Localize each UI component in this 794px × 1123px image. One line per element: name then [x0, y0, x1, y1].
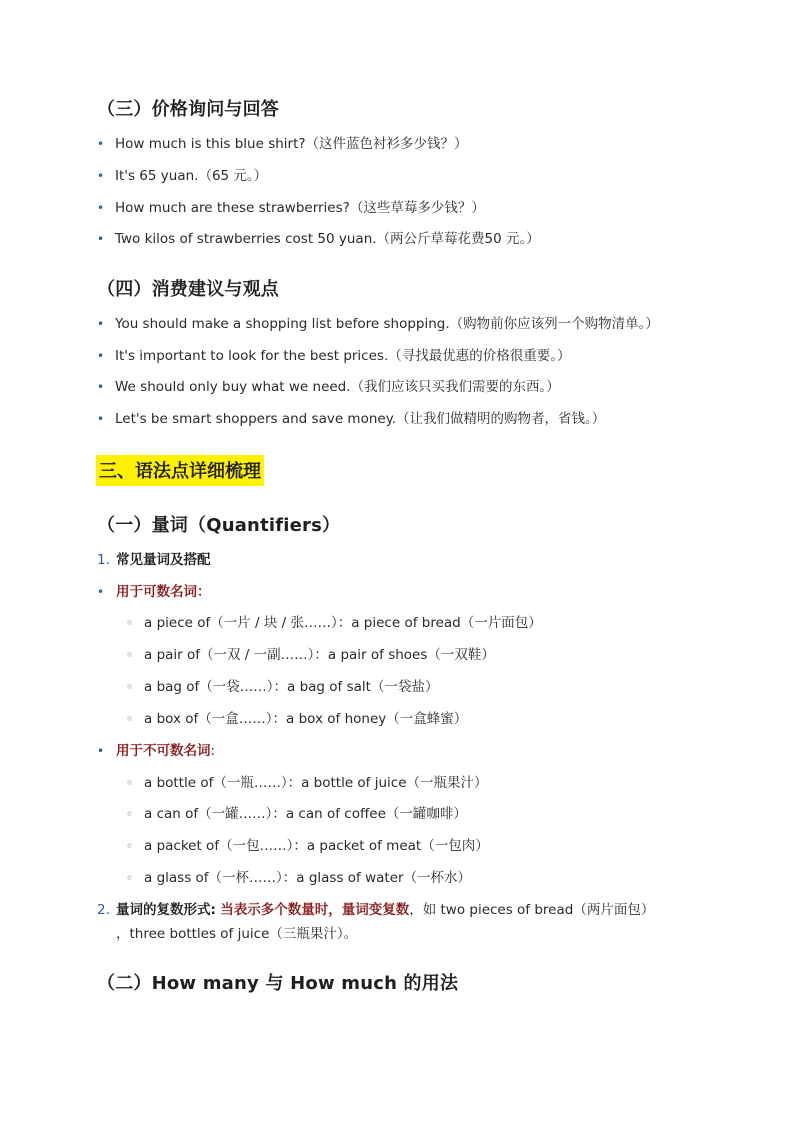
circle-bullet-icon: ◦	[126, 648, 134, 662]
category-label-uncountable-text: 用于不可数名词	[116, 743, 211, 759]
list-item: a box of（一盒……）：a box of honey（一盒蜂蜜）	[144, 711, 468, 727]
bullet-icon: •	[97, 585, 105, 599]
bullet-icon: •	[97, 232, 105, 246]
category-label-countable: 用于可数名词：	[116, 584, 211, 600]
circle-bullet-icon: ◦	[126, 616, 134, 630]
list-item: We should only buy what we need.（我们应该只买我们需要的东西。）	[115, 379, 560, 395]
circle-bullet-icon: ◦	[126, 839, 134, 853]
list-number: 1.	[97, 552, 110, 568]
circle-bullet-icon: ◦	[126, 712, 134, 726]
list-item: a bottle of（一瓶……）：a bottle of juice（一瓶果汁）	[144, 775, 488, 791]
list-item: a packet of（一包……）：a packet of meat（一包肉）	[144, 838, 489, 854]
plural-rule-line	[116, 901, 654, 919]
section-heading-price-questions: （三）价格询问与回答	[97, 99, 279, 120]
plural-rule-line-2: ，three bottles of juice（三瓶果汁）。	[116, 926, 358, 942]
list-item: a bag of（一袋……）：a bag of salt（一袋盐）	[144, 679, 439, 695]
circle-bullet-icon: ◦	[126, 871, 134, 885]
plural-rule-emphasis: 当表示多个数量时，量词变复数	[220, 902, 410, 918]
list-item: a can of（一罐……）：a can of coffee（一罐咖啡）	[144, 806, 467, 822]
plural-rule-label: 量词的复数形式:	[116, 902, 216, 918]
bullet-icon: •	[97, 137, 105, 151]
circle-bullet-icon: ◦	[126, 776, 134, 790]
circle-bullet-icon: ◦	[126, 680, 134, 694]
list-item: Two kilos of strawberries cost 50 yuan.（两公斤草莓花费50 元。）	[115, 231, 540, 247]
bullet-icon: •	[97, 412, 105, 426]
category-label-uncountable	[116, 742, 215, 760]
bullet-icon: •	[97, 349, 105, 363]
category-label-colon: :	[210, 743, 216, 759]
list-item: It's 65 yuan.（65 元。）	[115, 168, 268, 184]
list-item: a glass of（一杯……）：a glass of water（一杯水）	[144, 870, 472, 886]
plural-rule-example: ，如 two pieces of bread（两片面包）	[409, 902, 655, 918]
list-item: a pair of（一双 / 一副……）：a pair of shoes（一双鞋）	[144, 647, 495, 663]
bullet-icon: •	[97, 201, 105, 215]
list-item: Let's be smart shoppers and save money.（让我们做精明的购物者，省钱。）	[115, 411, 606, 427]
list-item: It's important to look for the best prices.（寻找最优惠的价格很重要。）	[115, 348, 571, 364]
list-item: a piece of（一片 / 块 / 张……）：a piece of bread（一片面包）	[144, 615, 542, 631]
list-item: How much are these strawberries?（这些草莓多少钱？）	[115, 200, 485, 216]
list-item: How much is this blue shirt?（这件蓝色衬衫多少钱？）	[115, 136, 468, 152]
list-number: 2.	[97, 902, 110, 918]
bullet-icon: •	[97, 744, 105, 758]
section-heading-quantifiers: （一）量词（Quantifiers）	[97, 515, 341, 536]
section-heading-advice: （四）消费建议与观点	[97, 279, 279, 300]
bullet-icon: •	[97, 169, 105, 183]
point-label: 常见量词及搭配	[116, 552, 211, 568]
chapter-heading-grammar: 三、语法点详细梳理	[96, 455, 264, 486]
bullet-icon: •	[97, 380, 105, 394]
list-item: You should make a shopping list before shopping.（购物前你应该列一个购物清单。）	[115, 316, 659, 332]
circle-bullet-icon: ◦	[126, 807, 134, 821]
bullet-icon: •	[97, 317, 105, 331]
section-heading-how-many-how-much: （二）How many 与 How much 的用法	[97, 973, 459, 994]
